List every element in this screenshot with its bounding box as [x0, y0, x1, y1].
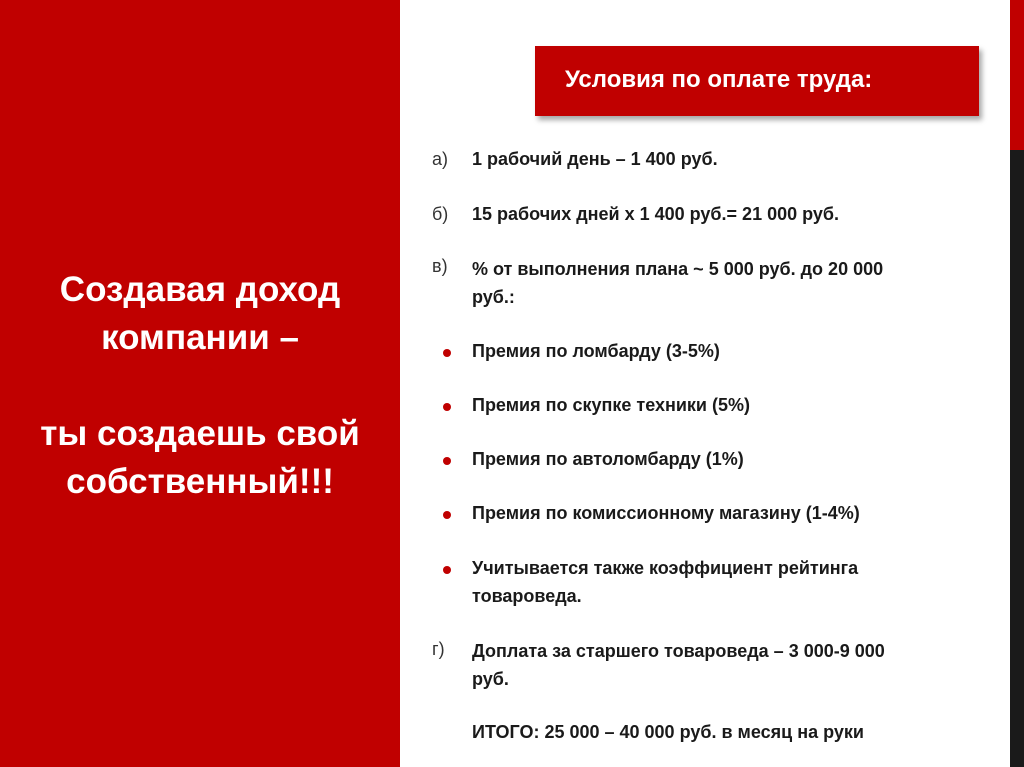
slogan-line-2: компании –	[101, 318, 299, 357]
bullet-dot	[443, 511, 451, 519]
item-g-line-2: руб.	[472, 669, 509, 689]
slogan-spacer	[0, 362, 400, 410]
item-g	[472, 637, 1002, 693]
right-edge-strip	[1010, 0, 1024, 767]
item-g-line-1: Доплата за старшего товароведа – 3 000-9 000	[472, 641, 885, 661]
bullet-item-pawn: Премия по ломбарду (3-5%)	[472, 341, 720, 361]
bullet-dot	[443, 403, 451, 411]
slogan-line-1: Создавая доход	[59, 270, 341, 309]
item-marker-g: г)	[432, 639, 445, 659]
item-marker-b: б)	[432, 204, 449, 224]
bullet-item-commission: Премия по комиссионному магазину (1-4%)	[472, 503, 860, 523]
bullet-item-rating	[472, 554, 1002, 610]
slide-title: Условия по оплате труда:	[565, 66, 873, 93]
item-b: 15 рабочих дней х 1 400 руб.= 21 000 руб.	[472, 204, 839, 224]
item-marker-a: а)	[432, 149, 449, 169]
right-edge-red	[1010, 0, 1024, 150]
bullet-item-autopawn: Премия по автоломбарду (1%)	[472, 449, 744, 469]
bullet-dot	[443, 457, 451, 465]
slogan-line-4: собственный!!!	[66, 462, 334, 501]
item-v	[472, 255, 1002, 311]
right-edge-dark	[1010, 150, 1024, 767]
slogan	[0, 266, 400, 506]
slogan-line-3: ты создаешь свой	[40, 414, 360, 453]
title-box	[535, 46, 979, 116]
item-v-line-1: % от выполнения плана ~ 5 000 руб. до 20 000	[472, 259, 884, 279]
item-v-line-2: руб.:	[472, 287, 515, 307]
bullet-dot	[443, 349, 451, 357]
left-red-panel	[0, 0, 400, 767]
item-a: 1 рабочий день – 1 400 руб.	[472, 149, 718, 169]
item-marker-v: в)	[432, 256, 448, 276]
bullet-item-rating-line-1: Учитывается также коэффициент рейтинга	[472, 558, 859, 578]
total-line: ИТОГО: 25 000 – 40 000 руб. в месяц на руки	[472, 722, 864, 742]
bullet-item-buyback: Премия по скупке техники (5%)	[472, 395, 750, 415]
bullet-item-rating-line-2: товароведа.	[472, 586, 582, 606]
bullet-dot	[443, 566, 451, 574]
